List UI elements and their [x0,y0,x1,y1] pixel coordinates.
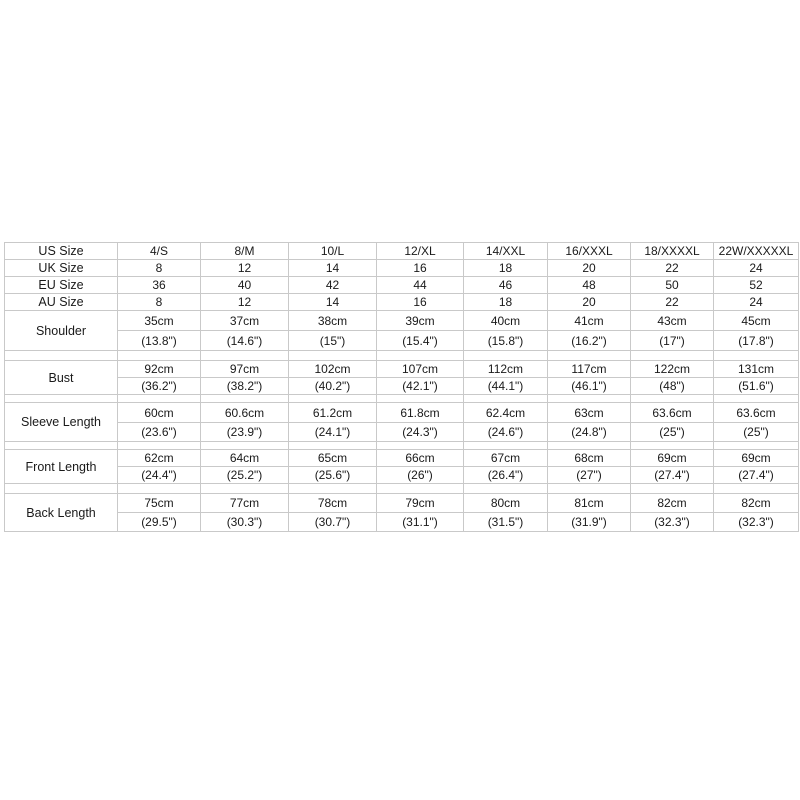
inch-value-cell: (32.3") [714,513,799,532]
cm-value-cell: 92cm [118,361,201,378]
size-row-us-size [5,243,799,260]
empty-cell [5,351,118,361]
measurement-label: Bust [5,361,118,395]
cm-value-cell: 61.8cm [377,403,464,423]
empty-cell [714,395,799,403]
size-cell: 22W/XXXXXL [714,243,799,260]
measurement-shoulder-inch-row [5,331,799,351]
inch-value-cell: (24.3") [377,423,464,442]
inch-value-cell: (31.5") [464,513,548,532]
empty-cell [631,395,714,403]
size-cell: 46 [464,277,548,294]
empty-cell [289,395,377,403]
size-cell: 18 [464,294,548,311]
inch-value-cell: (24.6") [464,423,548,442]
measurement-back-length-cm-row [5,494,799,513]
size-cell: 10/L [289,243,377,260]
size-cell: 50 [631,277,714,294]
empty-cell [464,442,548,450]
inch-value-cell: (30.7") [289,513,377,532]
empty-cell [464,351,548,361]
inch-value-cell: (24.1") [289,423,377,442]
cm-value-cell: 77cm [201,494,289,513]
size-cell: 22 [631,260,714,277]
size-cell: 16 [377,260,464,277]
cm-value-cell: 97cm [201,361,289,378]
size-cell: 4/S [118,243,201,260]
inch-value-cell: (14.6") [201,331,289,351]
inch-value-cell: (26.4") [464,467,548,484]
empty-cell [118,484,201,494]
cm-value-cell: 81cm [548,494,631,513]
cm-value-cell: 41cm [548,311,631,331]
inch-value-cell: (25") [631,423,714,442]
empty-cell [201,395,289,403]
empty-cell [548,395,631,403]
size-cell: 16 [377,294,464,311]
size-cell: 18/XXXXL [631,243,714,260]
size-chart-table [4,242,799,532]
cm-value-cell: 61.2cm [289,403,377,423]
inch-value-cell: (51.6") [714,378,799,395]
inch-value-cell: (15.8") [464,331,548,351]
cm-value-cell: 64cm [201,450,289,467]
cm-value-cell: 60.6cm [201,403,289,423]
size-cell: 52 [714,277,799,294]
spacer-row [5,351,799,361]
size-row-uk-size [5,260,799,277]
cm-value-cell: 67cm [464,450,548,467]
empty-cell [464,484,548,494]
inch-value-cell: (27") [548,467,631,484]
cm-value-cell: 107cm [377,361,464,378]
empty-cell [5,395,118,403]
size-cell: 14/XXL [464,243,548,260]
empty-cell [377,442,464,450]
cm-value-cell: 122cm [631,361,714,378]
cm-value-cell: 40cm [464,311,548,331]
size-cell: 20 [548,260,631,277]
size-cell: 36 [118,277,201,294]
empty-cell [714,351,799,361]
cm-value-cell: 65cm [289,450,377,467]
size-cell: 20 [548,294,631,311]
inch-value-cell: (38.2") [201,378,289,395]
size-cell: 48 [548,277,631,294]
inch-value-cell: (25") [714,423,799,442]
size-cell: 16/XXXL [548,243,631,260]
cm-value-cell: 60cm [118,403,201,423]
measurement-bust-cm-row [5,361,799,378]
empty-cell [118,395,201,403]
cm-value-cell: 112cm [464,361,548,378]
inch-value-cell: (26") [377,467,464,484]
size-cell: 8 [118,260,201,277]
empty-cell [289,351,377,361]
empty-cell [201,351,289,361]
measurement-front-length-inch-row [5,467,799,484]
size-chart-body [5,243,799,532]
inch-value-cell: (32.3") [631,513,714,532]
empty-cell [5,442,118,450]
size-cell: 12 [201,294,289,311]
size-row-eu-size [5,277,799,294]
cm-value-cell: 78cm [289,494,377,513]
inch-value-cell: (44.1") [464,378,548,395]
inch-value-cell: (31.1") [377,513,464,532]
size-cell: 40 [201,277,289,294]
cm-value-cell: 45cm [714,311,799,331]
empty-cell [118,351,201,361]
inch-value-cell: (13.8") [118,331,201,351]
spacer-row [5,484,799,494]
empty-cell [714,484,799,494]
cm-value-cell: 63.6cm [631,403,714,423]
inch-value-cell: (24.4") [118,467,201,484]
size-cell: 44 [377,277,464,294]
measurement-sleeve-length-inch-row [5,423,799,442]
cm-value-cell: 69cm [631,450,714,467]
empty-cell [548,484,631,494]
size-cell: 8 [118,294,201,311]
size-cell: 18 [464,260,548,277]
cm-value-cell: 66cm [377,450,464,467]
size-cell: 14 [289,260,377,277]
size-row-au-size [5,294,799,311]
empty-cell [631,442,714,450]
size-cell: 24 [714,260,799,277]
empty-cell [714,442,799,450]
measurement-label: Front Length [5,450,118,484]
cm-value-cell: 69cm [714,450,799,467]
inch-value-cell: (31.9") [548,513,631,532]
empty-cell [377,351,464,361]
inch-value-cell: (23.9") [201,423,289,442]
cm-value-cell: 35cm [118,311,201,331]
inch-value-cell: (15") [289,331,377,351]
cm-value-cell: 68cm [548,450,631,467]
size-cell: 12/XL [377,243,464,260]
cm-value-cell: 75cm [118,494,201,513]
empty-cell [631,351,714,361]
spacer-row [5,395,799,403]
inch-value-cell: (40.2") [289,378,377,395]
size-cell: 24 [714,294,799,311]
empty-cell [377,395,464,403]
inch-value-cell: (36.2") [118,378,201,395]
cm-value-cell: 82cm [631,494,714,513]
empty-cell [289,442,377,450]
measurement-shoulder-cm-row [5,311,799,331]
row-label: UK Size [5,260,118,277]
measurement-bust-inch-row [5,378,799,395]
cm-value-cell: 63.6cm [714,403,799,423]
cm-value-cell: 131cm [714,361,799,378]
cm-value-cell: 37cm [201,311,289,331]
inch-value-cell: (29.5") [118,513,201,532]
measurement-sleeve-length-cm-row [5,403,799,423]
inch-value-cell: (17.8") [714,331,799,351]
measurement-label: Sleeve Length [5,403,118,442]
cm-value-cell: 39cm [377,311,464,331]
inch-value-cell: (48") [631,378,714,395]
empty-cell [548,351,631,361]
empty-cell [118,442,201,450]
inch-value-cell: (15.4") [377,331,464,351]
inch-value-cell: (46.1") [548,378,631,395]
inch-value-cell: (24.8") [548,423,631,442]
cm-value-cell: 82cm [714,494,799,513]
cm-value-cell: 43cm [631,311,714,331]
inch-value-cell: (17") [631,331,714,351]
spacer-row [5,442,799,450]
cm-value-cell: 62cm [118,450,201,467]
measurement-label: Shoulder [5,311,118,351]
cm-value-cell: 63cm [548,403,631,423]
row-label: US Size [5,243,118,260]
empty-cell [289,484,377,494]
measurement-label: Back Length [5,494,118,532]
empty-cell [548,442,631,450]
inch-value-cell: (42.1") [377,378,464,395]
row-label: EU Size [5,277,118,294]
row-label: AU Size [5,294,118,311]
empty-cell [631,484,714,494]
size-cell: 8/M [201,243,289,260]
inch-value-cell: (27.4") [714,467,799,484]
empty-cell [464,395,548,403]
measurement-back-length-inch-row [5,513,799,532]
inch-value-cell: (25.6") [289,467,377,484]
measurement-front-length-cm-row [5,450,799,467]
size-cell: 12 [201,260,289,277]
inch-value-cell: (30.3") [201,513,289,532]
cm-value-cell: 102cm [289,361,377,378]
cm-value-cell: 80cm [464,494,548,513]
inch-value-cell: (25.2") [201,467,289,484]
size-cell: 42 [289,277,377,294]
inch-value-cell: (27.4") [631,467,714,484]
size-cell: 14 [289,294,377,311]
inch-value-cell: (23.6") [118,423,201,442]
inch-value-cell: (16.2") [548,331,631,351]
size-cell: 22 [631,294,714,311]
empty-cell [201,484,289,494]
cm-value-cell: 117cm [548,361,631,378]
empty-cell [5,484,118,494]
cm-value-cell: 62.4cm [464,403,548,423]
empty-cell [201,442,289,450]
cm-value-cell: 79cm [377,494,464,513]
cm-value-cell: 38cm [289,311,377,331]
empty-cell [377,484,464,494]
